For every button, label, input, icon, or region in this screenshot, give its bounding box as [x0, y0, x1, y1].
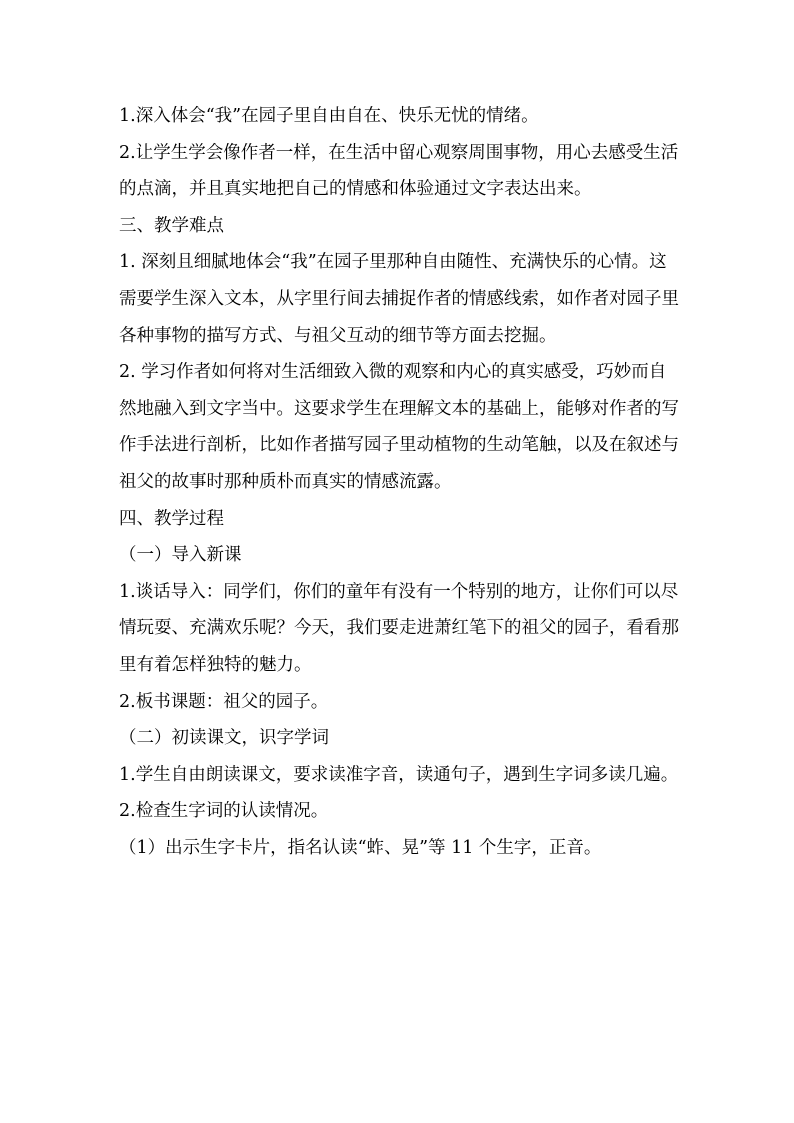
document-body: [119, 98, 679, 866]
intro-item-2: 2.板书课题：祖父的园子。: [119, 691, 329, 712]
difficulty-item-2: 2. 学习作者如何将对生活细致入微的观察和内心的真实感受，巧妙而自然地融入到文字当中。这要求学生在理解文本的基础上，能够对作者的写作手法进行剖析，比如作者描写园子里动植物的生动笔触，以及在叙述与祖父的故事时那种质朴而真实的情感流露。: [119, 362, 679, 492]
reading-item-2: 2.检查生字词的认读情况。: [119, 801, 329, 822]
reading-subitem-1: （1）出示生字卡片，指名认读“蚱、晃”等 11 个生字，正音。: [119, 837, 602, 858]
objective-item-2: 2.让学生学会像作者一样，在生活中留心观察周围事物，用心去感受生活的点滴，并且真实地把自己的情感和体验通过文字表达出来。: [119, 142, 679, 200]
difficulty-item-1: 1. 深刻且细腻地体会“我”在园子里那种自由随性、充满快乐的心情。这需要学生深入文本，从字里行间去捕捉作者的情感线索，如作者对园子里各种事物的描写方式、与祖父互动的细节等方面去挖掘。: [119, 252, 679, 346]
section-heading-process: 四、教学过程: [119, 508, 224, 529]
section-heading-difficulties: 三、教学难点: [119, 215, 224, 236]
objective-item-1: 1.深入体会“我”在园子里自由自在、快乐无忧的情绪。: [119, 106, 539, 126]
intro-item-1: 1.谈话导入：同学们，你们的童年有没有一个特别的地方，让你们可以尽情玩耍、充满欢乐呢？今天，我们要走进萧红笔下的祖父的园子，看看那里有着怎样独特的魅力。: [119, 581, 679, 675]
subsection-heading-reading: （二）初读课文，识字学词: [119, 728, 329, 749]
reading-item-1: 1.学生自由朗读课文，要求读准字音，读通句子，遇到生字词多读几遍。: [119, 764, 679, 785]
subsection-heading-intro: （一）导入新课: [119, 545, 242, 566]
